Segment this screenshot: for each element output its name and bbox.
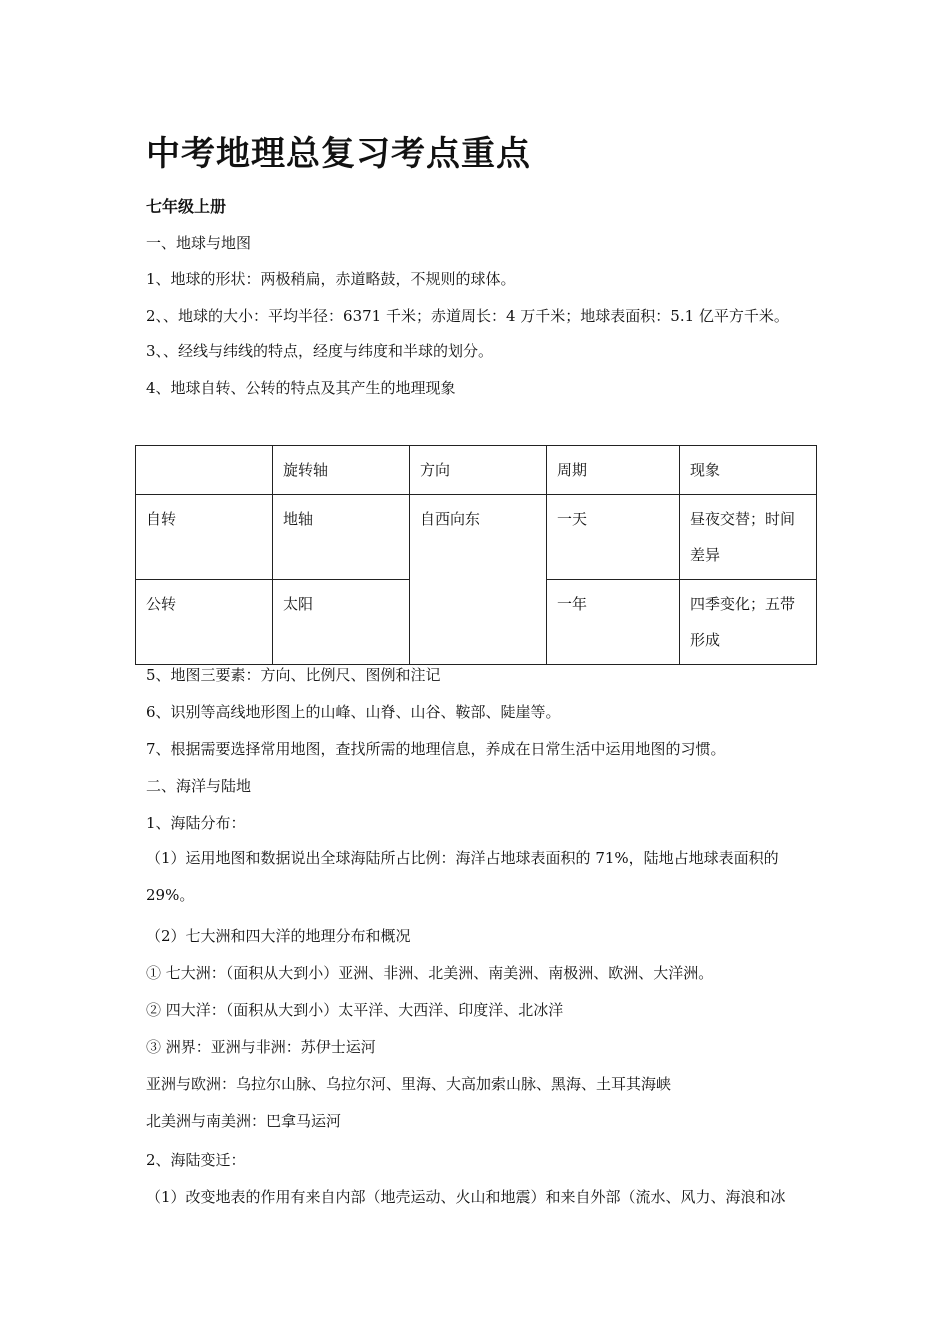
table-cell: 太阳 bbox=[273, 580, 410, 665]
item-continents-oceans: （2）七大洲和四大洋的地理分布和概况 bbox=[146, 927, 411, 945]
item-americas-boundary: 北美洲与南美洲：巴拿马运河 bbox=[146, 1112, 342, 1130]
table-header-cell bbox=[136, 446, 273, 495]
table-cell: 四季变化；五带形成 bbox=[680, 580, 817, 665]
item-contour: 6、识别等高线地形图上的山峰、山脊、山谷、鞍部、陡崖等。 bbox=[146, 703, 561, 721]
item-map-elements: 5、地图三要素：方向、比例尺、图例和注记 bbox=[146, 666, 441, 684]
table-header-cell: 旋转轴 bbox=[273, 446, 410, 495]
table-header-cell: 现象 bbox=[680, 446, 817, 495]
item-map-usage: 7、根据需要选择常用地图，查找所需的地理信息，养成在日常生活中运用地图的习惯。 bbox=[146, 740, 726, 758]
section-heading-earth-map: 一、地球与地图 bbox=[146, 234, 252, 252]
item-asia-europe-boundary: 亚洲与欧洲：乌拉尔山脉、乌拉尔河、里海、大高加索山脉、黑海、土耳其海峡 bbox=[146, 1075, 672, 1093]
item-land-sea-change: 2、海陆变迁： bbox=[146, 1151, 246, 1169]
grade-subtitle: 七年级上册 bbox=[146, 197, 227, 216]
table-cell: 一年 bbox=[547, 580, 680, 665]
item-rotation: 4、地球自转、公转的特点及其产生的地理现象 bbox=[146, 379, 456, 397]
table-header-cell: 方向 bbox=[410, 446, 547, 495]
item-distribution: 1、海陆分布： bbox=[146, 814, 246, 832]
table-cell: 地轴 bbox=[273, 495, 410, 580]
item-earth-shape: 1、地球的形状：两极稍扁，赤道略鼓，不规则的球体。 bbox=[146, 270, 516, 288]
paragraph-forces: （1）改变地表的作用有来自内部（地壳运动、火山和地震）和来自外部（流水、风力、海浪和冰 bbox=[146, 1188, 786, 1206]
table-row bbox=[136, 495, 817, 580]
page-title: 中考地理总复习考点重点 bbox=[146, 134, 531, 174]
item-seven-continents: ① 七大洲：（面积从大到小）亚洲、非洲、北美洲、南美洲、南极洲、欧洲、大洋洲。 bbox=[146, 964, 714, 982]
section-heading-ocean-land: 二、海洋与陆地 bbox=[146, 777, 252, 795]
earth-motion-table bbox=[135, 445, 817, 665]
table-cell: 自西向东 bbox=[410, 495, 547, 665]
table-header-row bbox=[136, 446, 817, 495]
table-cell: 昼夜交替；时间差异 bbox=[680, 495, 817, 580]
table-cell: 公转 bbox=[136, 580, 273, 665]
paragraph-ratio: （1）运用地图和数据说出全球海陆所占比例：海洋占地球表面积的 71%，陆地占地球表面积的 29%。 bbox=[146, 849, 779, 904]
table-cell: 一天 bbox=[547, 495, 680, 580]
item-four-oceans: ② 四大洋：（面积从大到小）太平洋、大西洋、印度洋、北冰洋 bbox=[146, 1001, 564, 1019]
item-earth-size: 2、、地球的大小：平均半径：6371 千米；赤道周长：4 万千米；地球表面积：5.1 亿平方千米。 bbox=[146, 307, 789, 325]
item-boundaries: ③ 洲界：亚洲与非洲：苏伊士运河 bbox=[146, 1038, 376, 1056]
item-lines: 3、、经线与纬线的特点，经度与纬度和半球的划分。 bbox=[146, 342, 494, 360]
table-cell: 自转 bbox=[136, 495, 273, 580]
table-header-cell: 周期 bbox=[547, 446, 680, 495]
